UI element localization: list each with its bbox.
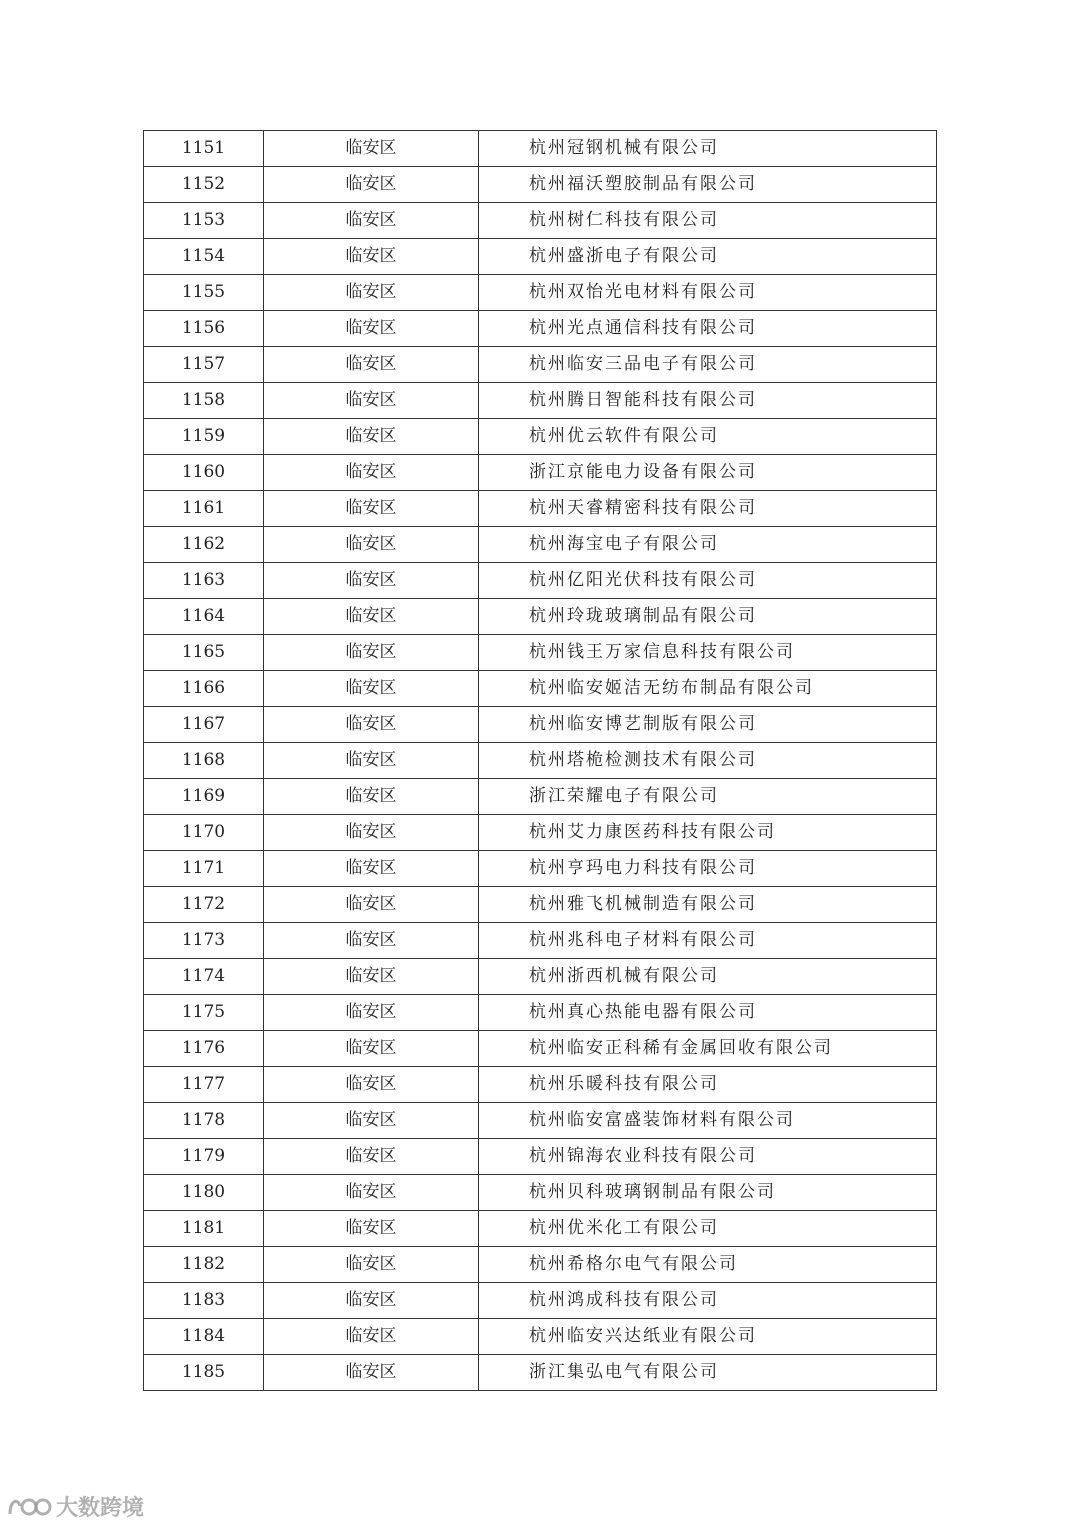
row-district: 临安区 (264, 887, 479, 923)
row-district: 临安区 (264, 815, 479, 851)
row-number: 1183 (144, 1283, 264, 1319)
row-district: 临安区 (264, 239, 479, 275)
table-row (144, 1067, 937, 1103)
table-row (144, 527, 937, 563)
table-row (144, 203, 937, 239)
row-number: 1154 (144, 239, 264, 275)
row-district: 临安区 (264, 1211, 479, 1247)
row-company-name: 杭州真心热能电器有限公司 (479, 995, 937, 1031)
row-district: 临安区 (264, 851, 479, 887)
row-company-name: 杭州海宝电子有限公司 (479, 527, 937, 563)
logo-icon (6, 1494, 52, 1518)
row-number: 1165 (144, 635, 264, 671)
company-list-table (143, 130, 937, 1391)
row-company-name: 杭州艾力康医药科技有限公司 (479, 815, 937, 851)
row-number: 1169 (144, 779, 264, 815)
watermark (6, 1492, 144, 1520)
row-district: 临安区 (264, 491, 479, 527)
row-number: 1177 (144, 1067, 264, 1103)
row-company-name: 杭州临安博艺制版有限公司 (479, 707, 937, 743)
row-company-name: 杭州临安兴达纸业有限公司 (479, 1319, 937, 1355)
row-district: 临安区 (264, 671, 479, 707)
row-company-name: 杭州冠钢机械有限公司 (479, 131, 937, 167)
row-number: 1158 (144, 383, 264, 419)
row-district: 临安区 (264, 527, 479, 563)
row-number: 1156 (144, 311, 264, 347)
table-row (144, 599, 937, 635)
row-number: 1168 (144, 743, 264, 779)
row-district: 临安区 (264, 995, 479, 1031)
row-district: 临安区 (264, 419, 479, 455)
row-number: 1167 (144, 707, 264, 743)
table-row (144, 275, 937, 311)
row-district: 临安区 (264, 959, 479, 995)
table-row (144, 995, 937, 1031)
row-district: 临安区 (264, 167, 479, 203)
row-company-name: 浙江京能电力设备有限公司 (479, 455, 937, 491)
row-company-name: 杭州优米化工有限公司 (479, 1211, 937, 1247)
table-row (144, 1175, 937, 1211)
row-district: 临安区 (264, 1355, 479, 1391)
table-body (144, 131, 937, 1391)
row-district: 临安区 (264, 275, 479, 311)
table-row (144, 959, 937, 995)
row-company-name: 浙江荣耀电子有限公司 (479, 779, 937, 815)
row-company-name: 杭州玲珑玻璃制品有限公司 (479, 599, 937, 635)
table-row (144, 1139, 937, 1175)
table-row (144, 419, 937, 455)
row-company-name: 杭州树仁科技有限公司 (479, 203, 937, 239)
row-district: 临安区 (264, 1031, 479, 1067)
row-district: 临安区 (264, 311, 479, 347)
table-row (144, 635, 937, 671)
row-district: 临安区 (264, 779, 479, 815)
row-company-name: 杭州兆科电子材料有限公司 (479, 923, 937, 959)
row-number: 1159 (144, 419, 264, 455)
table-row (144, 1355, 937, 1391)
row-number: 1162 (144, 527, 264, 563)
row-number: 1179 (144, 1139, 264, 1175)
row-company-name: 杭州鸿成科技有限公司 (479, 1283, 937, 1319)
row-company-name: 浙江集弘电气有限公司 (479, 1355, 937, 1391)
row-number: 1171 (144, 851, 264, 887)
row-district: 临安区 (264, 1067, 479, 1103)
row-company-name: 杭州贝科玻璃钢制品有限公司 (479, 1175, 937, 1211)
row-company-name: 杭州浙西机械有限公司 (479, 959, 937, 995)
row-number: 1173 (144, 923, 264, 959)
row-district: 临安区 (264, 599, 479, 635)
row-district: 临安区 (264, 383, 479, 419)
row-district: 临安区 (264, 563, 479, 599)
row-number: 1185 (144, 1355, 264, 1391)
row-number: 1172 (144, 887, 264, 923)
row-district: 临安区 (264, 455, 479, 491)
row-number: 1176 (144, 1031, 264, 1067)
row-company-name: 杭州双怡光电材料有限公司 (479, 275, 937, 311)
row-company-name: 杭州亨玛电力科技有限公司 (479, 851, 937, 887)
row-district: 临安区 (264, 1319, 479, 1355)
table-row (144, 1031, 937, 1067)
row-district: 临安区 (264, 131, 479, 167)
row-company-name: 杭州盛浙电子有限公司 (479, 239, 937, 275)
table-row (144, 1211, 937, 1247)
row-number: 1174 (144, 959, 264, 995)
table-row (144, 563, 937, 599)
row-number: 1178 (144, 1103, 264, 1139)
row-number: 1170 (144, 815, 264, 851)
row-district: 临安区 (264, 1175, 479, 1211)
table-row (144, 707, 937, 743)
row-company-name: 杭州雅飞机械制造有限公司 (479, 887, 937, 923)
row-number: 1157 (144, 347, 264, 383)
table-row (144, 815, 937, 851)
row-district: 临安区 (264, 1103, 479, 1139)
table-row (144, 455, 937, 491)
row-number: 1180 (144, 1175, 264, 1211)
table-row (144, 491, 937, 527)
table-row (144, 383, 937, 419)
row-number: 1166 (144, 671, 264, 707)
row-district: 临安区 (264, 203, 479, 239)
row-company-name: 杭州希格尔电气有限公司 (479, 1247, 937, 1283)
watermark-text: 大数跨境 (56, 1495, 145, 1521)
row-district: 临安区 (264, 707, 479, 743)
table-row (144, 851, 937, 887)
row-district: 临安区 (264, 347, 479, 383)
table-row (144, 167, 937, 203)
row-number: 1160 (144, 455, 264, 491)
table-row (144, 239, 937, 275)
row-company-name: 杭州腾日智能科技有限公司 (479, 383, 937, 419)
row-district: 临安区 (264, 1283, 479, 1319)
row-company-name: 杭州福沃塑胶制品有限公司 (479, 167, 937, 203)
table-row (144, 1247, 937, 1283)
row-number: 1175 (144, 995, 264, 1031)
row-number: 1152 (144, 167, 264, 203)
table-row (144, 671, 937, 707)
table-row (144, 1283, 937, 1319)
row-district: 临安区 (264, 1139, 479, 1175)
row-company-name: 杭州乐暖科技有限公司 (479, 1067, 937, 1103)
row-number: 1164 (144, 599, 264, 635)
row-number: 1182 (144, 1247, 264, 1283)
table-row (144, 1103, 937, 1139)
row-company-name: 杭州锦海农业科技有限公司 (479, 1139, 937, 1175)
row-number: 1155 (144, 275, 264, 311)
row-company-name: 杭州塔桅检测技术有限公司 (479, 743, 937, 779)
row-number: 1181 (144, 1211, 264, 1247)
row-company-name: 杭州钱王万家信息科技有限公司 (479, 635, 937, 671)
table-row (144, 347, 937, 383)
row-district: 临安区 (264, 743, 479, 779)
row-company-name: 杭州临安姬洁无纺布制品有限公司 (479, 671, 937, 707)
table-row (144, 923, 937, 959)
table-row (144, 887, 937, 923)
row-number: 1163 (144, 563, 264, 599)
row-number: 1161 (144, 491, 264, 527)
row-company-name: 杭州临安正科稀有金属回收有限公司 (479, 1031, 937, 1067)
row-district: 临安区 (264, 923, 479, 959)
row-district: 临安区 (264, 1247, 479, 1283)
row-company-name: 杭州天睿精密科技有限公司 (479, 491, 937, 527)
row-company-name: 杭州光点通信科技有限公司 (479, 311, 937, 347)
table-row (144, 743, 937, 779)
table-row (144, 779, 937, 815)
row-district: 临安区 (264, 635, 479, 671)
row-number: 1153 (144, 203, 264, 239)
row-company-name: 杭州临安富盛装饰材料有限公司 (479, 1103, 937, 1139)
row-company-name: 杭州临安三品电子有限公司 (479, 347, 937, 383)
row-number: 1184 (144, 1319, 264, 1355)
row-company-name: 杭州优云软件有限公司 (479, 419, 937, 455)
row-company-name: 杭州亿阳光伏科技有限公司 (479, 563, 937, 599)
table-row (144, 311, 937, 347)
row-number: 1151 (144, 131, 264, 167)
table-row (144, 1319, 937, 1355)
table-row (144, 131, 937, 167)
